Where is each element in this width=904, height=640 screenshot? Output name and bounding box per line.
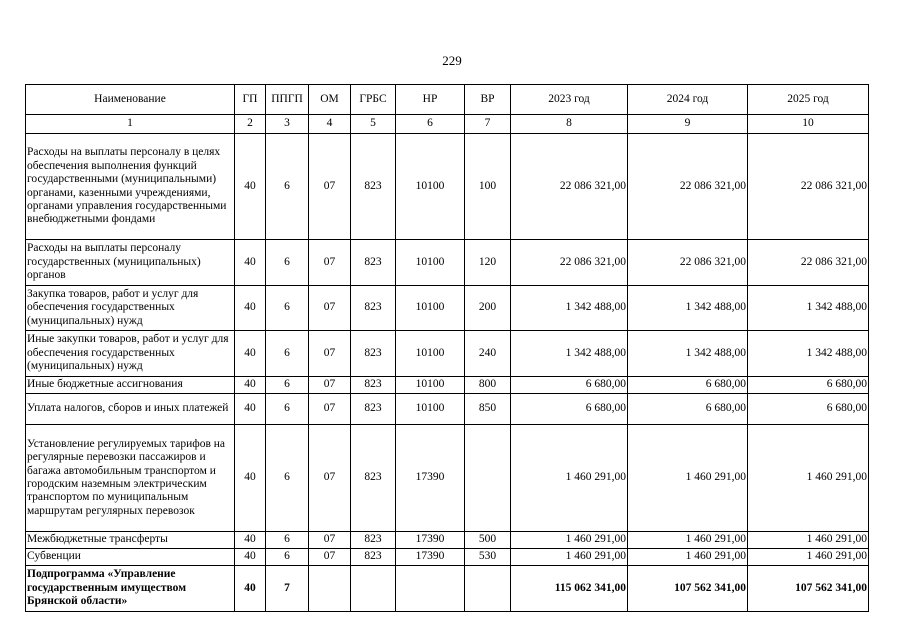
row-grbs: 823 — [351, 286, 396, 331]
table-row — [26, 240, 869, 286]
row-grbs: 823 — [351, 134, 396, 240]
row-grbs: 823 — [351, 425, 396, 532]
column-number: 1 — [26, 115, 235, 134]
row-grbs: 823 — [351, 377, 396, 394]
row-gp: 40 — [235, 566, 266, 612]
header-ppgp: ППГП — [266, 85, 309, 115]
row-om: 07 — [309, 532, 351, 549]
row-gp: 40 — [235, 532, 266, 549]
row-om: 07 — [309, 377, 351, 394]
row-2023: 6 680,00 — [511, 377, 628, 394]
row-2023: 6 680,00 — [511, 394, 628, 425]
column-number-row — [26, 115, 869, 134]
row-nr: 17390 — [396, 549, 465, 566]
row-2024: 1 460 291,00 — [628, 425, 748, 532]
row-2024: 1 460 291,00 — [628, 549, 748, 566]
table-row — [26, 532, 869, 549]
row-nr: 10100 — [396, 377, 465, 394]
header-name: Наименование — [26, 85, 235, 115]
row-grbs: 823 — [351, 532, 396, 549]
row-nr: 10100 — [396, 134, 465, 240]
row-name: Уплата налогов, сборов и иных платежей — [26, 394, 235, 425]
header-row — [26, 85, 869, 115]
row-2025: 1 460 291,00 — [748, 425, 869, 532]
row-vr: 240 — [465, 331, 511, 377]
row-2025: 1 342 488,00 — [748, 286, 869, 331]
row-om: 07 — [309, 134, 351, 240]
row-name: Межбюджетные трансферты — [26, 532, 235, 549]
row-name: Установление регулируемых тарифов на регулярные перевозки пассажиров и багажа автомобильным транспортом и городским наземным электрическим транспортом по муниципальным маршрутам регулярных перевозок — [26, 425, 235, 532]
row-grbs — [351, 566, 396, 612]
row-ppgp: 6 — [266, 425, 309, 532]
row-name: Иные бюджетные ассигнования — [26, 377, 235, 394]
row-grbs: 823 — [351, 549, 396, 566]
row-2023: 1 460 291,00 — [511, 425, 628, 532]
row-ppgp: 6 — [266, 331, 309, 377]
row-nr: 10100 — [396, 394, 465, 425]
row-name: Расходы на выплаты персоналу государственных (муниципальных) органов — [26, 240, 235, 286]
row-gp: 40 — [235, 394, 266, 425]
row-vr: 500 — [465, 532, 511, 549]
table-row — [26, 566, 869, 612]
row-vr: 100 — [465, 134, 511, 240]
row-vr: 850 — [465, 394, 511, 425]
table-row — [26, 377, 869, 394]
row-vr: 530 — [465, 549, 511, 566]
header-om: ОМ — [309, 85, 351, 115]
row-gp: 40 — [235, 134, 266, 240]
row-2023: 1 342 488,00 — [511, 286, 628, 331]
row-om: 07 — [309, 549, 351, 566]
row-2024: 107 562 341,00 — [628, 566, 748, 612]
row-2024: 1 342 488,00 — [628, 331, 748, 377]
row-2024: 1 342 488,00 — [628, 286, 748, 331]
row-2025: 22 086 321,00 — [748, 240, 869, 286]
row-nr: 10100 — [396, 331, 465, 377]
row-gp: 40 — [235, 425, 266, 532]
row-om: 07 — [309, 331, 351, 377]
row-name: Субвенции — [26, 549, 235, 566]
row-vr: 200 — [465, 286, 511, 331]
row-om — [309, 566, 351, 612]
row-2024: 6 680,00 — [628, 394, 748, 425]
row-2024: 1 460 291,00 — [628, 532, 748, 549]
column-number: 5 — [351, 115, 396, 134]
row-2024: 22 086 321,00 — [628, 240, 748, 286]
table-row — [26, 425, 869, 532]
row-ppgp: 6 — [266, 394, 309, 425]
row-2023: 22 086 321,00 — [511, 134, 628, 240]
row-ppgp: 6 — [266, 286, 309, 331]
row-2025: 6 680,00 — [748, 377, 869, 394]
column-number: 10 — [748, 115, 869, 134]
row-om: 07 — [309, 286, 351, 331]
row-om: 07 — [309, 240, 351, 286]
row-name: Иные закупки товаров, работ и услуг для обеспечения государственных (муниципальных) нужд — [26, 331, 235, 377]
column-number: 8 — [511, 115, 628, 134]
row-gp: 40 — [235, 240, 266, 286]
column-number: 3 — [266, 115, 309, 134]
row-2024: 6 680,00 — [628, 377, 748, 394]
table-row — [26, 331, 869, 377]
row-ppgp: 7 — [266, 566, 309, 612]
column-number: 2 — [235, 115, 266, 134]
row-om: 07 — [309, 394, 351, 425]
row-2025: 6 680,00 — [748, 394, 869, 425]
column-number: 6 — [396, 115, 465, 134]
table-row — [26, 134, 869, 240]
row-gp: 40 — [235, 377, 266, 394]
row-vr: 120 — [465, 240, 511, 286]
row-gp: 40 — [235, 549, 266, 566]
row-2023: 1 342 488,00 — [511, 331, 628, 377]
table-body — [26, 134, 869, 612]
column-number: 7 — [465, 115, 511, 134]
header-gp: ГП — [235, 85, 266, 115]
row-nr: 17390 — [396, 532, 465, 549]
row-2024: 22 086 321,00 — [628, 134, 748, 240]
row-2023: 1 460 291,00 — [511, 549, 628, 566]
header-2023: 2023 год — [511, 85, 628, 115]
budget-table — [25, 84, 869, 612]
row-ppgp: 6 — [266, 549, 309, 566]
header-nr: НР — [396, 85, 465, 115]
row-grbs: 823 — [351, 394, 396, 425]
row-nr: 10100 — [396, 240, 465, 286]
row-nr: 10100 — [396, 286, 465, 331]
row-nr — [396, 566, 465, 612]
row-gp: 40 — [235, 331, 266, 377]
row-2023: 1 460 291,00 — [511, 532, 628, 549]
row-name: Закупка товаров, работ и услуг для обеспечения государственных (муниципальных) нужд — [26, 286, 235, 331]
row-2025: 22 086 321,00 — [748, 134, 869, 240]
row-vr — [465, 425, 511, 532]
table-row — [26, 286, 869, 331]
row-ppgp: 6 — [266, 532, 309, 549]
row-ppgp: 6 — [266, 134, 309, 240]
header-vr: ВР — [465, 85, 511, 115]
row-2025: 107 562 341,00 — [748, 566, 869, 612]
column-number: 4 — [309, 115, 351, 134]
row-ppgp: 6 — [266, 240, 309, 286]
row-vr — [465, 566, 511, 612]
row-2023: 115 062 341,00 — [511, 566, 628, 612]
row-nr: 17390 — [396, 425, 465, 532]
header-2025: 2025 год — [748, 85, 869, 115]
row-2025: 1 460 291,00 — [748, 532, 869, 549]
row-om: 07 — [309, 425, 351, 532]
row-grbs: 823 — [351, 331, 396, 377]
header-2024: 2024 год — [628, 85, 748, 115]
row-gp: 40 — [235, 286, 266, 331]
row-ppgp: 6 — [266, 377, 309, 394]
header-grbs: ГРБС — [351, 85, 396, 115]
row-name: Подпрограмма «Управление государственным имуществом Брянской области» — [26, 566, 235, 612]
row-2023: 22 086 321,00 — [511, 240, 628, 286]
page-number: 229 — [442, 53, 462, 68]
column-number: 9 — [628, 115, 748, 134]
row-2025: 1 342 488,00 — [748, 331, 869, 377]
table-row — [26, 394, 869, 425]
row-2025: 1 460 291,00 — [748, 549, 869, 566]
row-name: Расходы на выплаты персоналу в целях обеспечения выполнения функций государственными (муниципальными) органами, казенными учреждениями, органами управления государственными внебюджетными фондами — [26, 134, 235, 240]
row-grbs: 823 — [351, 240, 396, 286]
row-vr: 800 — [465, 377, 511, 394]
table-row — [26, 549, 869, 566]
